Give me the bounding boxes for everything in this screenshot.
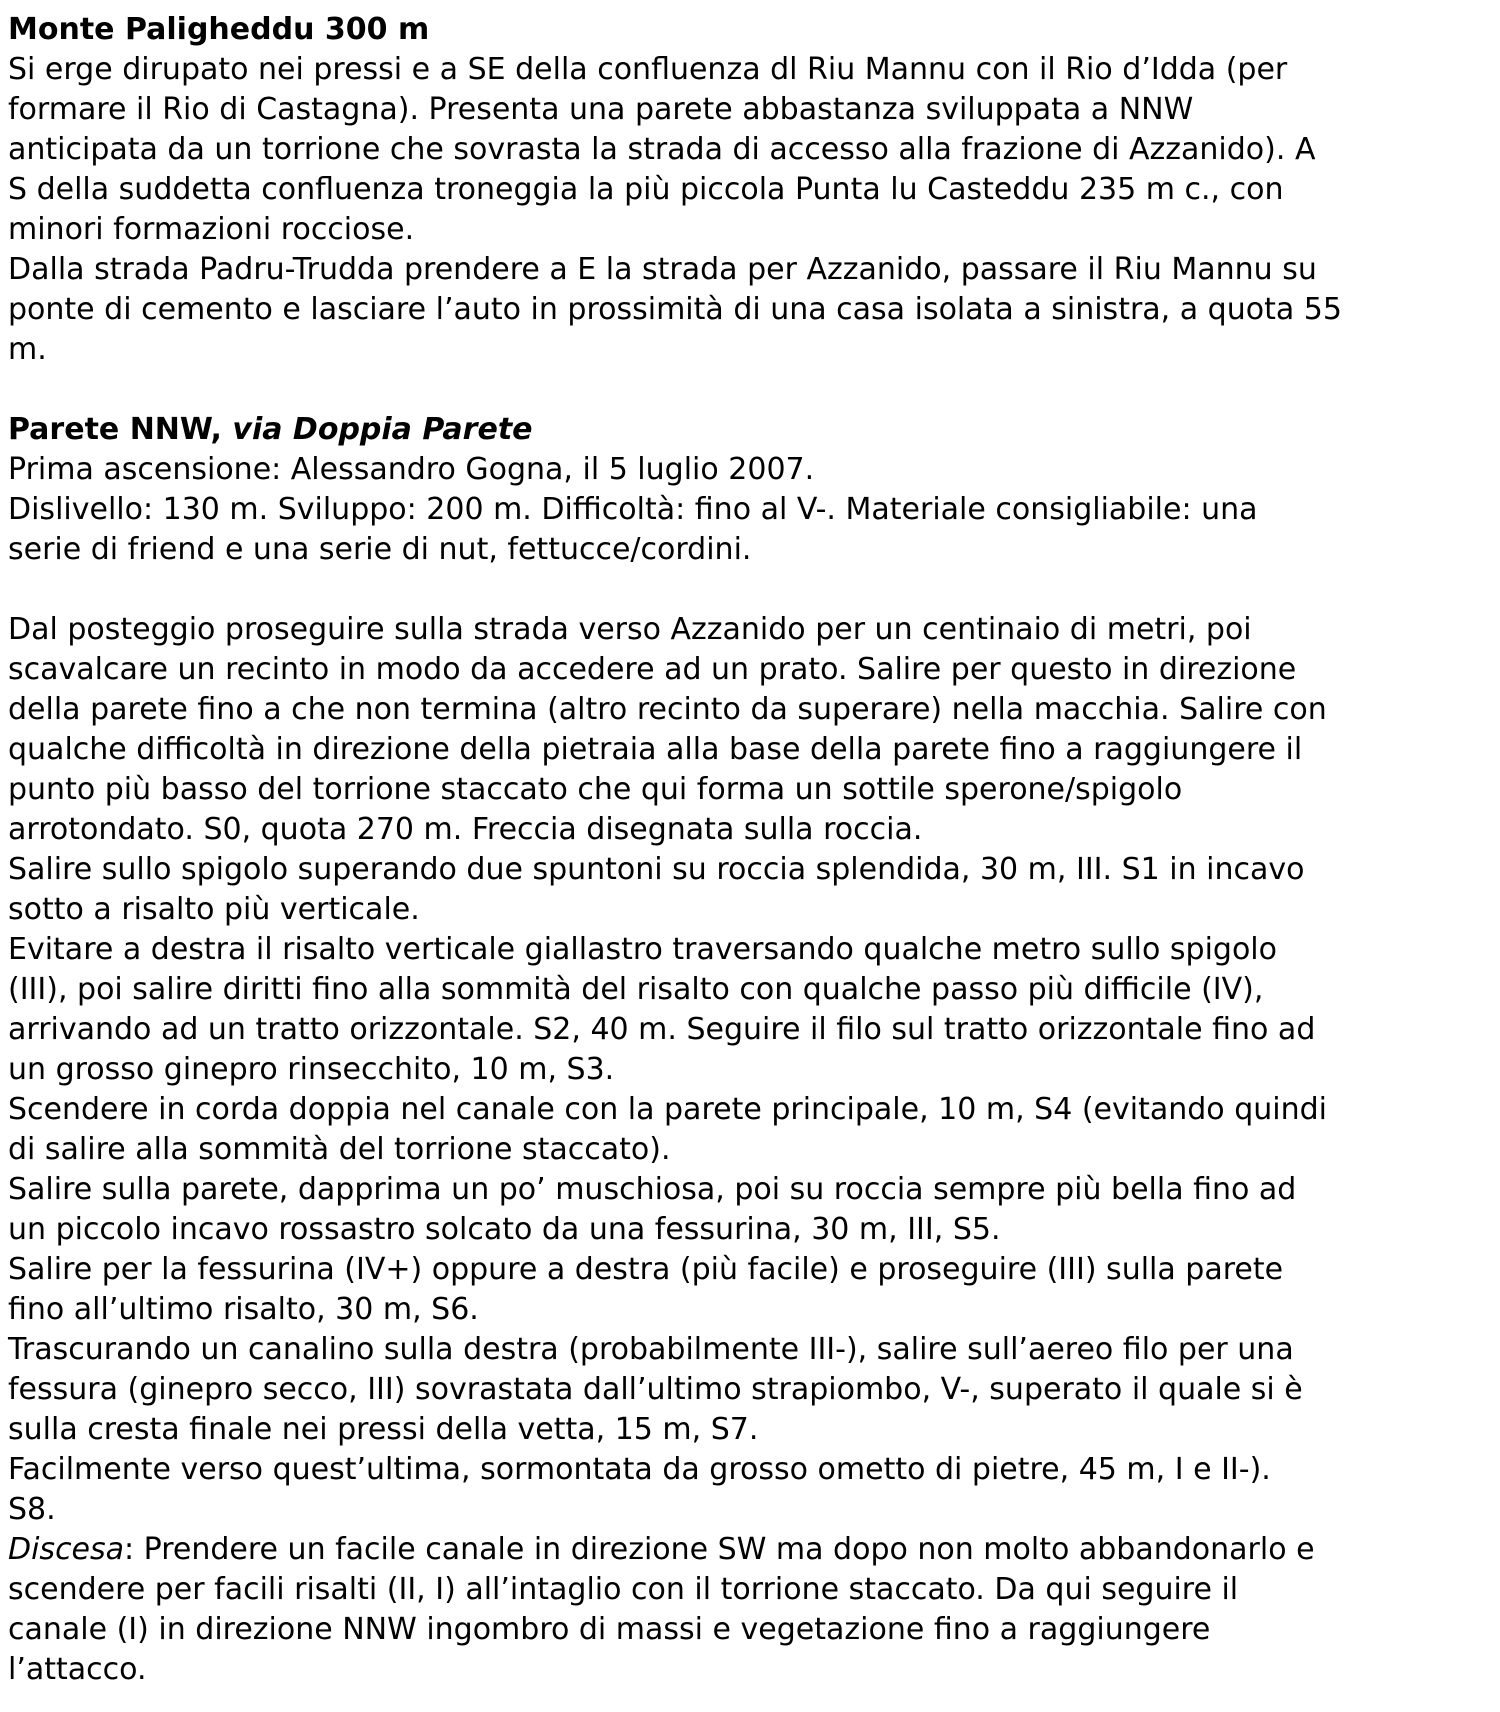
intro-line: Dalla strada Padru-Trudda prendere a E la strada per Azzanido, passare il Riu Mannu su	[8, 252, 1317, 287]
route-heading	[8, 410, 1460, 450]
descent-line: scendere per facili risalti (II, I) all’intaglio con il torrione staccato. Da qui seguire il	[8, 1572, 1239, 1607]
description-line: arrivando ad un tratto orizzontale. S2, 40 m. Seguire il filo sul tratto orizzontale fino ad	[8, 1012, 1316, 1047]
description-line: sotto a risalto più verticale.	[8, 892, 420, 927]
description-line: Salire sulla parete, dapprima un po’ muschiosa, poi su roccia sempre più bella fino ad	[8, 1172, 1297, 1207]
description-line: Scendere in corda doppia nel canale con la parete principale, 10 m, S4 (evitando quindi	[8, 1092, 1327, 1127]
page-title: Monte Paligheddu 300 m	[8, 12, 430, 47]
description-line: qualche difficoltà in direzione della pietraia alla base della parete fino a raggiungere il	[8, 732, 1303, 767]
description-line: di salire alla sommità del torrione staccato).	[8, 1132, 671, 1167]
route-detail-line: serie di friend e una serie di nut, fettucce/cordini.	[8, 532, 752, 567]
descent-label: Discesa	[8, 1532, 125, 1567]
description-line: Salire sullo spigolo superando due spuntoni su roccia splendida, 30 m, III. S1 in incavo	[8, 852, 1305, 887]
intro-line: minori formazioni rocciose.	[8, 212, 415, 247]
route-name: via Doppia Parete	[232, 412, 533, 447]
description-line: scavalcare un recinto in modo da accedere ad un prato. Salire per questo in direzione	[8, 652, 1297, 687]
route-detail-line: Dislivello: 130 m. Sviluppo: 200 m. Difficoltà: fino al V-. Materiale consigliabile: una	[8, 492, 1258, 527]
descent-line: canale (I) in direzione NNW ingombro di massi e vegetazione fino a raggiungere	[8, 1612, 1211, 1647]
description-line: Salire per la fessurina (IV+) oppure a destra (più facile) e proseguire (III) sulla parete	[8, 1252, 1284, 1287]
route-heading-face: Parete NNW,	[8, 412, 233, 447]
intro-line: anticipata da un torrione che sovrasta la strada di accesso alla frazione di Azzanido). A	[8, 132, 1316, 167]
intro-line: Si erge dirupato nei pressi e a SE della confluenza dl Riu Mannu con il Rio d’Idda (per	[8, 52, 1288, 87]
paragraph-spacer	[8, 370, 1460, 410]
description-line: sulla cresta finale nei pressi della vetta, 15 m, S7.	[8, 1412, 759, 1447]
description-line: Evitare a destra il risalto verticale giallastro traversando qualche metro sullo spigolo	[8, 932, 1277, 967]
description-line: fessura (ginepro secco, III) sovrastata dall’ultimo strapiombo, V-, superato il quale si è	[8, 1372, 1303, 1407]
description-line: punto più basso del torrione staccato che qui forma un sottile sperone/spigolo	[8, 772, 1183, 807]
description-line: della parete fino a che non termina (altro recinto da superare) nella macchia. Salire con	[8, 692, 1327, 727]
description-line: Facilmente verso quest’ultima, sormontata da grosso ometto di pietre, 45 m, I e II-).	[8, 1452, 1271, 1487]
description-line: S8.	[8, 1492, 56, 1527]
description-line: un piccolo incavo rossastro solcato da una fessurina, 30 m, III, S5.	[8, 1212, 1001, 1247]
description-line: arrotondato. S0, quota 270 m. Freccia disegnata sulla roccia.	[8, 812, 923, 847]
intro-line: ponte di cemento e lasciare l’auto in prossimità di una casa isolata a sinistra, a quota 55	[8, 292, 1342, 327]
paragraph-spacer	[8, 570, 1460, 610]
intro-line: formare il Rio di Castagna). Presenta una parete abbastanza sviluppata a NNW	[8, 92, 1194, 127]
descent-line	[8, 1530, 1460, 1570]
descent-line: l’attacco.	[8, 1652, 147, 1687]
description-line: Dal posteggio proseguire sulla strada verso Azzanido per un centinaio di metri, poi	[8, 612, 1252, 647]
intro-line: m.	[8, 332, 47, 367]
route-detail-line: Prima ascensione: Alessandro Gogna, il 5 luglio 2007.	[8, 452, 815, 487]
description-line: (III), poi salire diritti fino alla sommità del risalto con qualche passo più difficile (IV),	[8, 972, 1264, 1007]
intro-line: S della suddetta confluenza troneggia la più piccola Punta lu Casteddu 235 m c., con	[8, 172, 1284, 207]
description-line: Trascurando un canalino sulla destra (probabilmente III-), salire sull’aereo filo per una	[8, 1332, 1294, 1367]
description-line: un grosso ginepro rinsecchito, 10 m, S3.	[8, 1052, 615, 1087]
description-line: fino all’ultimo risalto, 30 m, S6.	[8, 1292, 479, 1327]
descent-text: : Prendere un facile canale in direzione SW ma dopo non molto abbandonarlo e	[124, 1532, 1315, 1567]
